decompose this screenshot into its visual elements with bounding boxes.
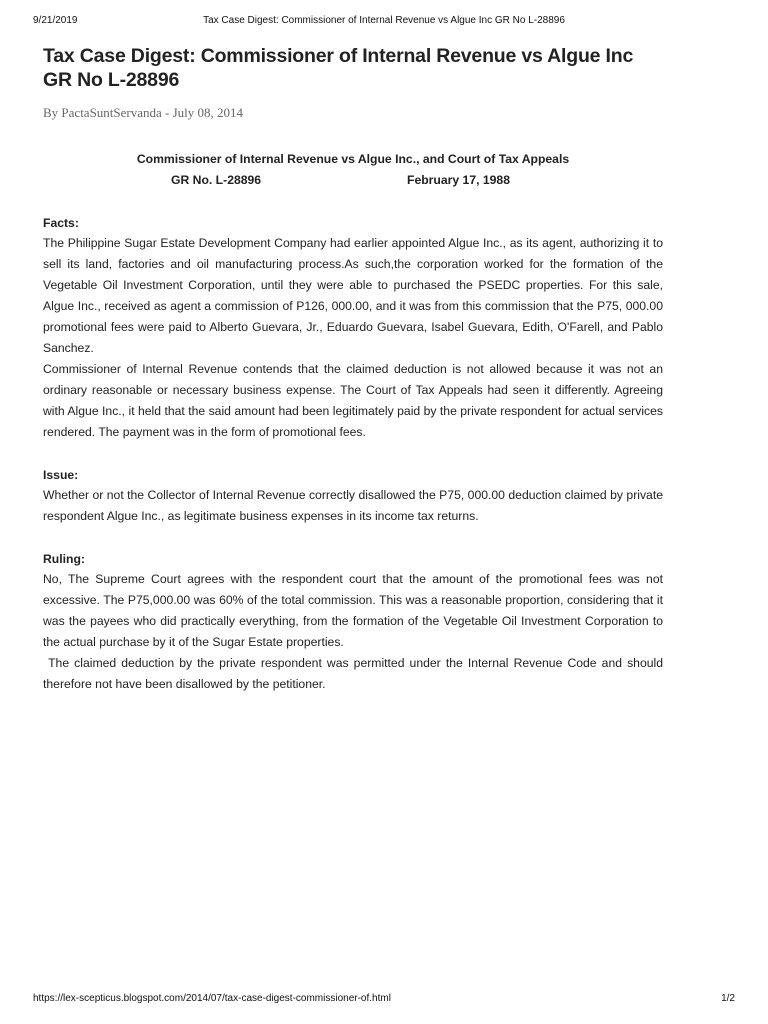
ruling-paragraph-2: [43, 653, 663, 695]
print-footer: [0, 993, 768, 1007]
facts-paragraph-1: The Philippine Sugar Estate Development Company had earlier appointed Algue Inc., as its agent, authorizing it to sell its land, factories and oil manufacturing process.As such,the corporation worked for the formation of the Vegetable Oil Investment Corporation, until they were able to purchased the PSEDC properties. For this sale, Algue Inc., received as agent a commission of P126, 000.00, and it was from this commission that the P75, 000.00 promotional fees were paid to Alberto Guevara, Jr., Eduardo Guevara, Isabel Guevara, Edith, O'Farell, and Pablo Sanchez.: [43, 236, 663, 355]
page-url: https://lex-scepticus.blogspot.com/2014/07/tax-case-digest-commissioner-of.html: [33, 993, 391, 1004]
ruling-paragraph-1: No, The Supreme Court agrees with the respondent court that the amount of the promotional fees was not excessive. The P75,000.00 was 60% of the total commission. This was a reasonable proportion, considering that it was the payees who did practically everything, from the formation of the Vegetable Oil Investment Corporation to the actual purchase by it of the Sugar Estate properties.: [43, 572, 663, 649]
issue-paragraph: Whether or not the Collector of Internal Revenue correctly disallowed the P75, 000.00 deduction claimed by private respondent Algue Inc., as legitimate business expenses in its income tax returns.: [43, 488, 663, 523]
ruling-paragraph-2-text: The claimed deduction by the private respondent was permitted under the Internal Revenue Code and should therefore not have been disallowed by the petitioner.: [43, 656, 664, 691]
case-gr-number: GR No. L-28896: [171, 173, 262, 187]
facts-paragraph-2: Commissioner of Internal Revenue contends that the claimed deduction is not allowed because it was not an ordinary reasonable or necessary business expense. The Court of Tax Appeals had seen it differently. Agreeing with Algue Inc., it held that the said amount had been legitimately paid by the private respondent for actual services rendered. The payment was in the form of promotional fees.: [43, 362, 663, 439]
case-heading: [43, 149, 663, 191]
post-title: Tax Case Digest: Commissioner of Internal Revenue vs Algue Inc GR No L-28896: [43, 45, 634, 91]
case-date: February 17, 1988: [407, 173, 510, 187]
facts-heading: Facts:: [43, 216, 79, 230]
page-number: 1/2: [721, 993, 735, 1004]
case-parties: Commissioner of Internal Revenue vs Algue Inc., and Court of Tax Appeals: [136, 152, 570, 166]
post-byline: By PactaSuntServanda - July 08, 2014: [43, 105, 244, 120]
post-content: [43, 44, 663, 695]
print-page-title: Tax Case Digest: Commissioner of Internal Revenue vs Algue Inc GR No L-28896: [203, 15, 565, 26]
issue-heading: Issue:: [43, 468, 79, 482]
print-date: 9/21/2019: [33, 15, 78, 26]
print-header: [0, 15, 768, 29]
ruling-heading: Ruling:: [43, 552, 85, 566]
